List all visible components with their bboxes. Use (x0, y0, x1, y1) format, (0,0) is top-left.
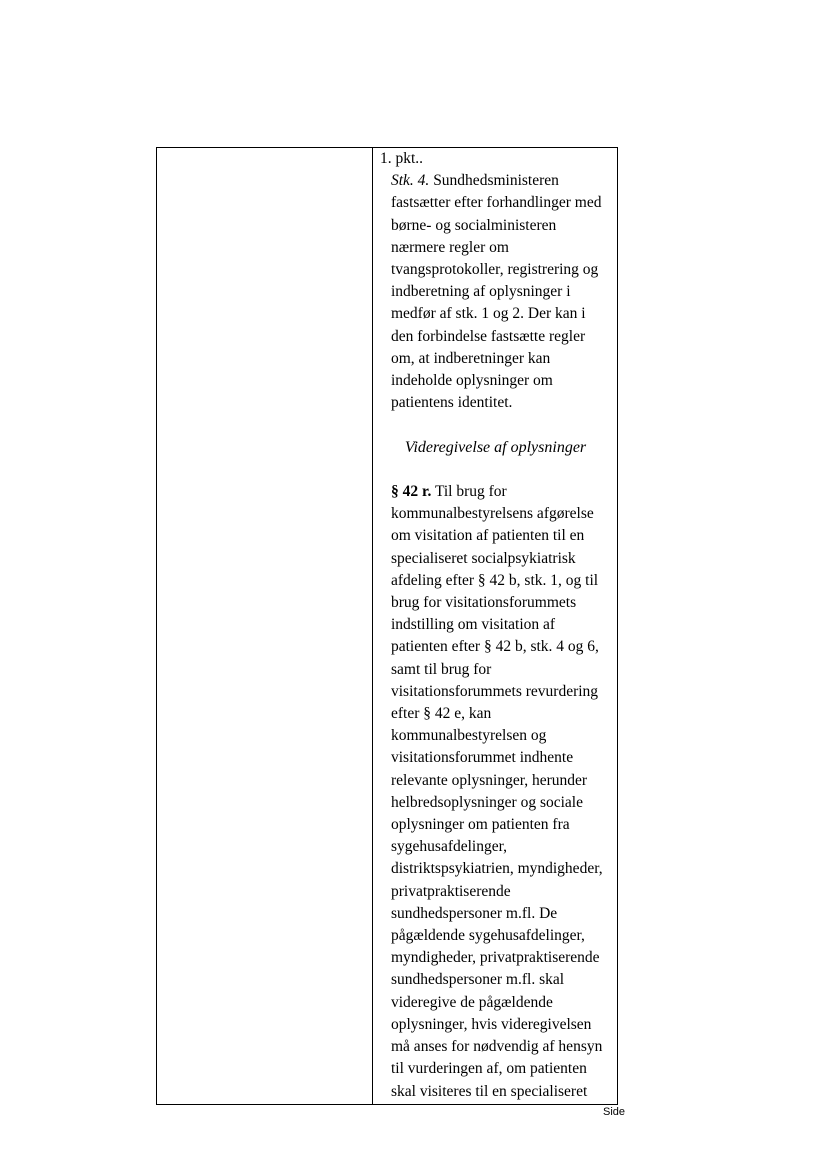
stk4-text: Sundhedsministeren fastsætter efter forhandlinger med børne- og socialministeren nærmere regler om tvangsprotokoller, registrering og indberetning af oplysninger i medfør af stk. 1 og 2. Der kan i den forbindelse fastsætte regler om, at indberetninger kan indeholde oplysninger om patientens identitet. (391, 172, 602, 412)
page-footer-label: Side (603, 1106, 626, 1118)
document-table (156, 147, 618, 1105)
stk4-label: Stk. 4. (391, 172, 430, 190)
section-heading: Videregivelse af oplysninger (404, 438, 587, 456)
paragraph-42r-label: § 42 r. (391, 483, 432, 501)
right-column (373, 148, 617, 1104)
continuation-line: 1. pkt.. (380, 150, 424, 167)
paragraph-42r-text: Til brug for kommunalbestyrelsens afgørelse om visitation af patienten til en specialiseret socialpsykiatrisk afdeling efter § 42 b, stk. 1, og til brug for visitationsforummets indstilling om visitation af patienten efter § 42 b, stk. 4 og 6, samt til brug for visitationsforummets revurdering efter § 42 e, kan kommunalbestyrelsen og visitationsforummet indhente relevante oplysninger, herunder helbredsoplysninger og sociale oplysninger om patienten fra sygehusafdelinger, distriktspsykiatrien, myndigheder, privatpraktiserende sundhedspersoner m.fl. De pågældende sygehusafdelinger, myndigheder, privatpraktiserende sundhedspersoner m.fl. skal videregive de pågældende oplysninger, hvis videregivelsen må anses for nødvendig af hensyn til vurderingen af, om patienten skal visiteres til en specialiseret (391, 483, 603, 1100)
spacer (380, 414, 611, 436)
spacer (380, 459, 611, 481)
left-column-empty (157, 148, 373, 1104)
paragraph-42r (380, 481, 611, 1103)
stk4-paragraph (380, 170, 611, 414)
